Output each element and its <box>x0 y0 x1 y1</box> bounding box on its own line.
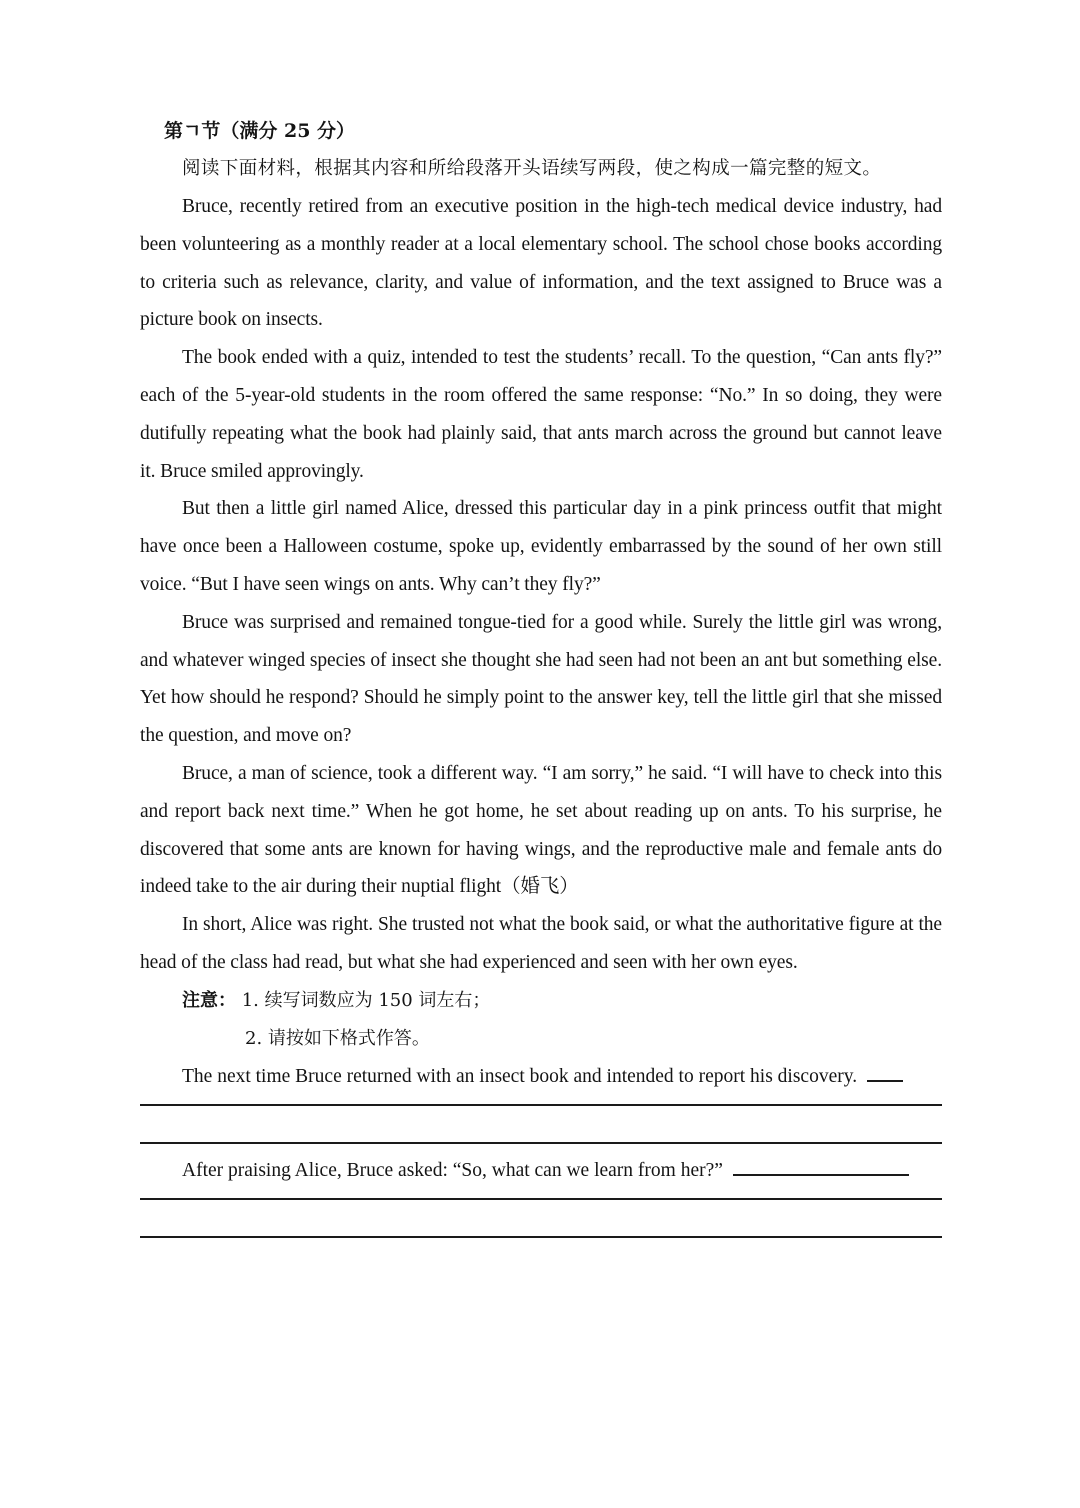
prompt-2-blank[interactable] <box>733 1156 909 1176</box>
passage-paragraph-4: Bruce was surprised and remained tongue-tied for a good while. Surely the little girl was wrong, and whatever winged species of insect she thought she had seen had not been an ant but something else. Yet how should he respond? Should he simply point to the answer key, tell the little girl that she missed the question, and move on? <box>140 611 942 747</box>
section-instruction: 阅读下面材料，根据其内容和所给段落开头语续写两段，使之构成一篇完整的短文。 <box>182 158 882 179</box>
answer-line-2[interactable] <box>140 1106 942 1144</box>
passage-paragraph-6: In short, Alice was right. She trusted not what the book said, or what the authoritative figure at the head of the class had read, but what she had experienced and seen with her own eyes. <box>140 914 942 973</box>
prompt-1-text: The next time Bruce returned with an insect book and intended to report his discovery. <box>182 1065 858 1087</box>
passage-paragraph-5: Bruce, a man of science, took a different way. “I am sorry,” he said. “I will have to check into this and report back next time.” When he got home, he set about reading up on ants. To his surprise, he discovered that some ants are known for having wings, and the reproductive male and female ants do indeed take to the air during their nuptial flight（婚飞） <box>140 762 942 898</box>
note-item-word-count: 1. 续写词数应为 150 词左右； <box>241 989 491 1011</box>
continuation-prompt-1 <box>140 1058 942 1096</box>
prompt-1-blank[interactable] <box>867 1062 903 1082</box>
exam-page <box>140 112 942 1238</box>
passage-paragraph-3: But then a little girl named Alice, dressed this particular day in a pink princess outfit that might have once been a Halloween costume, spoke up, evidently embarrassed by the sound of her own still voice. “But I have seen wings on ants. Why can’t they fly?” <box>140 498 942 595</box>
note-item-format: 2. 请按如下格式作答。 <box>245 1027 430 1049</box>
answer-line-4[interactable] <box>140 1200 942 1238</box>
section-heading: 第ㄱ节（满分 25 分） <box>164 120 356 142</box>
note-line-2 <box>140 1020 942 1058</box>
answer-line-1[interactable] <box>140 1096 942 1106</box>
answer-line-3[interactable] <box>140 1190 942 1200</box>
note-label: 注意： <box>182 989 236 1011</box>
prompt-2-text: After praising Alice, Bruce asked: “So, what can we learn from her?” <box>182 1159 723 1181</box>
note-line-1 <box>140 982 942 1020</box>
passage-paragraph-2: The book ended with a quiz, intended to test the students’ recall. To the question, “Can ants fly?” each of the 5-year-old students in the room offered the same response: “No.” In so doing, they were dutifully repeating what the book had plainly said, that ants march across the ground but cannot leave it. Bruce smiled approvingly. <box>140 347 942 482</box>
passage-paragraph-1: Bruce, recently retired from an executive position in the high-tech medical device industry, had been volunteering as a monthly reader at a local elementary school. The school chose books according to criteria such as relevance, clarity, and value of information, and the text assigned to Bruce was a picture book on insects. <box>140 196 942 331</box>
continuation-prompt-2 <box>140 1152 942 1190</box>
